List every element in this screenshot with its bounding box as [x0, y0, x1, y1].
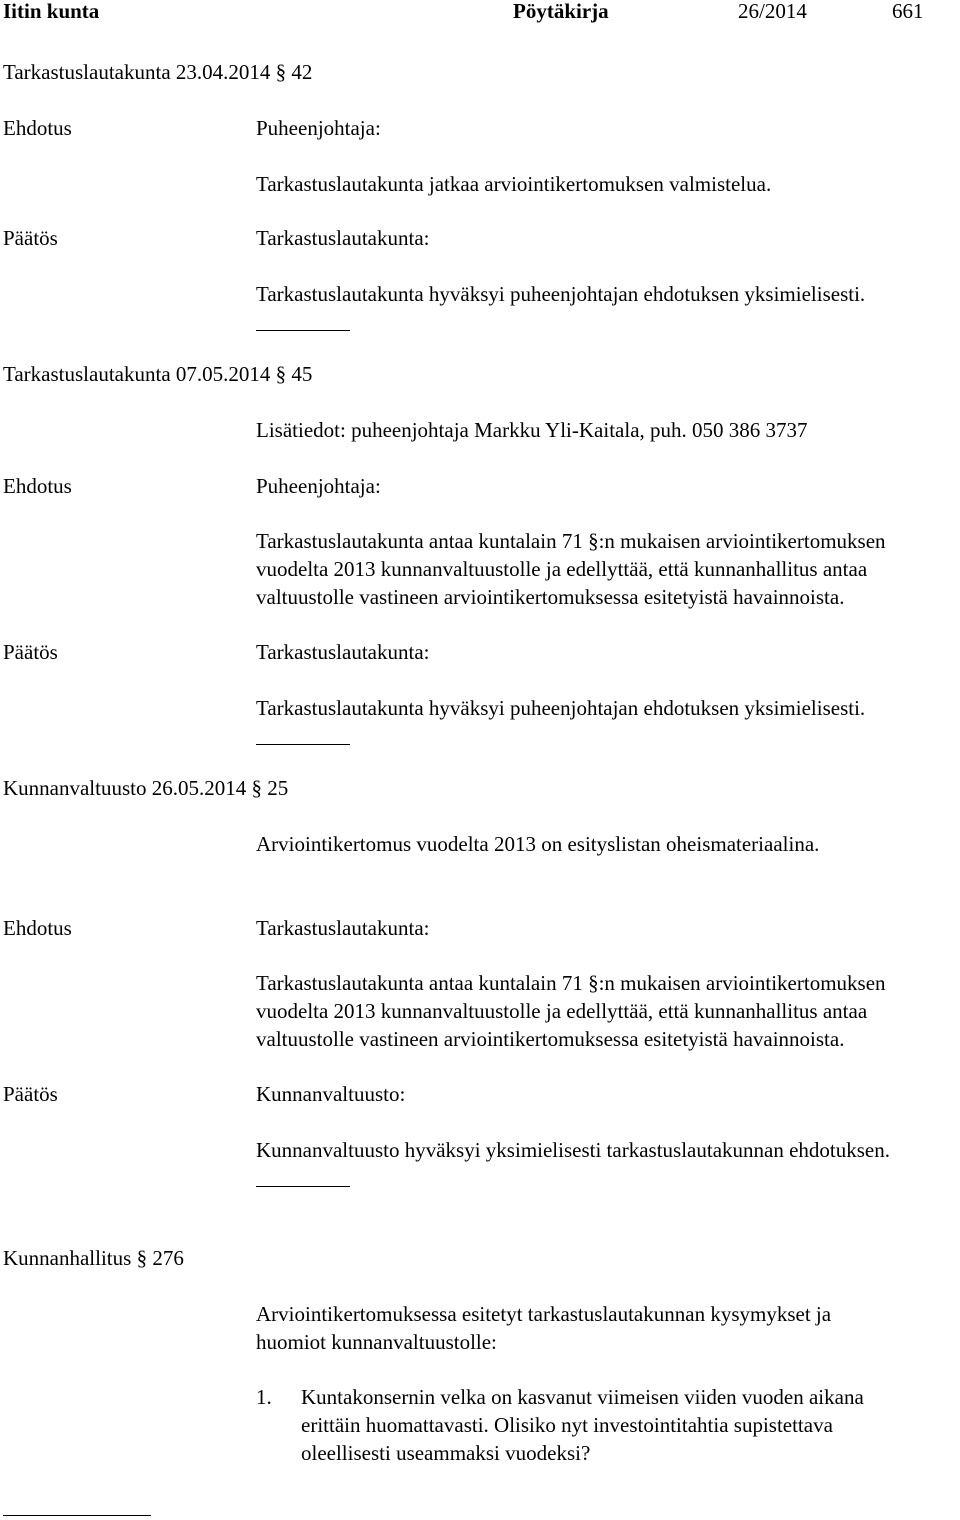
section-heading-tarkastuslautakunta-45: Tarkastuslautakunta 07.05.2014 § 45 [3, 362, 313, 386]
contact-info: Lisätiedot: puheenjohtaja Markku Yli-Kaitala, puh. 050 386 3737 [256, 418, 808, 442]
municipality-name: Iitin kunta [3, 0, 100, 23]
footnote-rule [3, 1515, 151, 1516]
issue-number: 26/2014 [738, 0, 807, 23]
section-end-rule [256, 330, 350, 331]
section-end-rule [256, 1186, 350, 1187]
paragraph-line: Tarkastuslautakunta antaa kuntalain 71 §:n mukaisen arviointikertomuksen [256, 971, 886, 995]
paragraph-line: valtuustolle vastineen arviointikertomuksessa esitetyistä havainnoista. [256, 585, 845, 609]
ehdotus-paragraph [256, 969, 886, 1053]
list-item-number: 1. [256, 1385, 272, 1409]
paatos-label: Päätös [3, 226, 58, 250]
ehdotus-speaker: Puheenjohtaja: [256, 474, 381, 498]
ehdotus-speaker: Puheenjohtaja: [256, 116, 381, 140]
section-heading-kunnanvaltuusto-25: Kunnanvaltuusto 26.05.2014 § 25 [3, 776, 289, 800]
paatos-label: Päätös [3, 640, 58, 664]
paragraph-line: erittäin huomattavasti. Olisiko nyt investointitahtia supistettava [301, 1413, 833, 1437]
page-number: 661 [892, 0, 924, 23]
paragraph-line: huomiot kunnanvaltuustolle: [256, 1330, 497, 1354]
list-item-text [301, 1383, 864, 1467]
paragraph-line: oleellisesti useammaksi vuodeksi? [301, 1441, 591, 1465]
ehdotus-label: Ehdotus [3, 916, 72, 940]
attachment-info: Arviointikertomus vuodelta 2013 on esityslistan oheismateriaalina. [256, 832, 820, 856]
paatos-text: Kunnanvaltuusto hyväksyi yksimielisesti tarkastuslautakunnan ehdotuksen. [256, 1138, 890, 1162]
paatos-text: Tarkastuslautakunta hyväksyi puheenjohtajan ehdotuksen yksimielisesti. [256, 282, 866, 306]
paragraph-line: Arviointikertomuksessa esitetyt tarkastuslautakunnan kysymykset ja [256, 1302, 832, 1326]
paatos-text: Tarkastuslautakunta hyväksyi puheenjohtajan ehdotuksen yksimielisesti. [256, 696, 866, 720]
document-type: Pöytäkirja [513, 0, 609, 23]
section-heading-tarkastuslautakunta-42: Tarkastuslautakunta 23.04.2014 § 42 [3, 60, 313, 84]
section-heading-kunnanhallitus-276: Kunnanhallitus § 276 [3, 1246, 184, 1270]
paragraph-line: vuodelta 2013 kunnanvaltuustolle ja edellyttää, että kunnanhallitus antaa [256, 999, 868, 1023]
paatos-label: Päätös [3, 1082, 58, 1106]
paatos-speaker: Kunnanvaltuusto: [256, 1082, 406, 1106]
ehdotus-label: Ehdotus [3, 474, 72, 498]
ehdotus-paragraph [256, 527, 886, 611]
paragraph-line: Kuntakonsernin velka on kasvanut viimeisen viiden vuoden aikana [301, 1385, 864, 1409]
section-end-rule [256, 744, 350, 745]
paragraph-line: Tarkastuslautakunta antaa kuntalain 71 §:n mukaisen arviointikertomuksen [256, 529, 886, 553]
paragraph-line: valtuustolle vastineen arviointikertomuksessa esitetyistä havainnoista. [256, 1027, 845, 1051]
paatos-speaker: Tarkastuslautakunta: [256, 226, 430, 250]
paragraph-line: vuodelta 2013 kunnanvaltuustolle ja edellyttää, että kunnanhallitus antaa [256, 557, 868, 581]
paatos-speaker: Tarkastuslautakunta: [256, 640, 430, 664]
ehdotus-speaker: Tarkastuslautakunta: [256, 916, 430, 940]
ehdotus-text: Tarkastuslautakunta jatkaa arviointikertomuksen valmistelua. [256, 172, 772, 196]
intro-paragraph [256, 1300, 831, 1356]
ehdotus-label: Ehdotus [3, 116, 72, 140]
